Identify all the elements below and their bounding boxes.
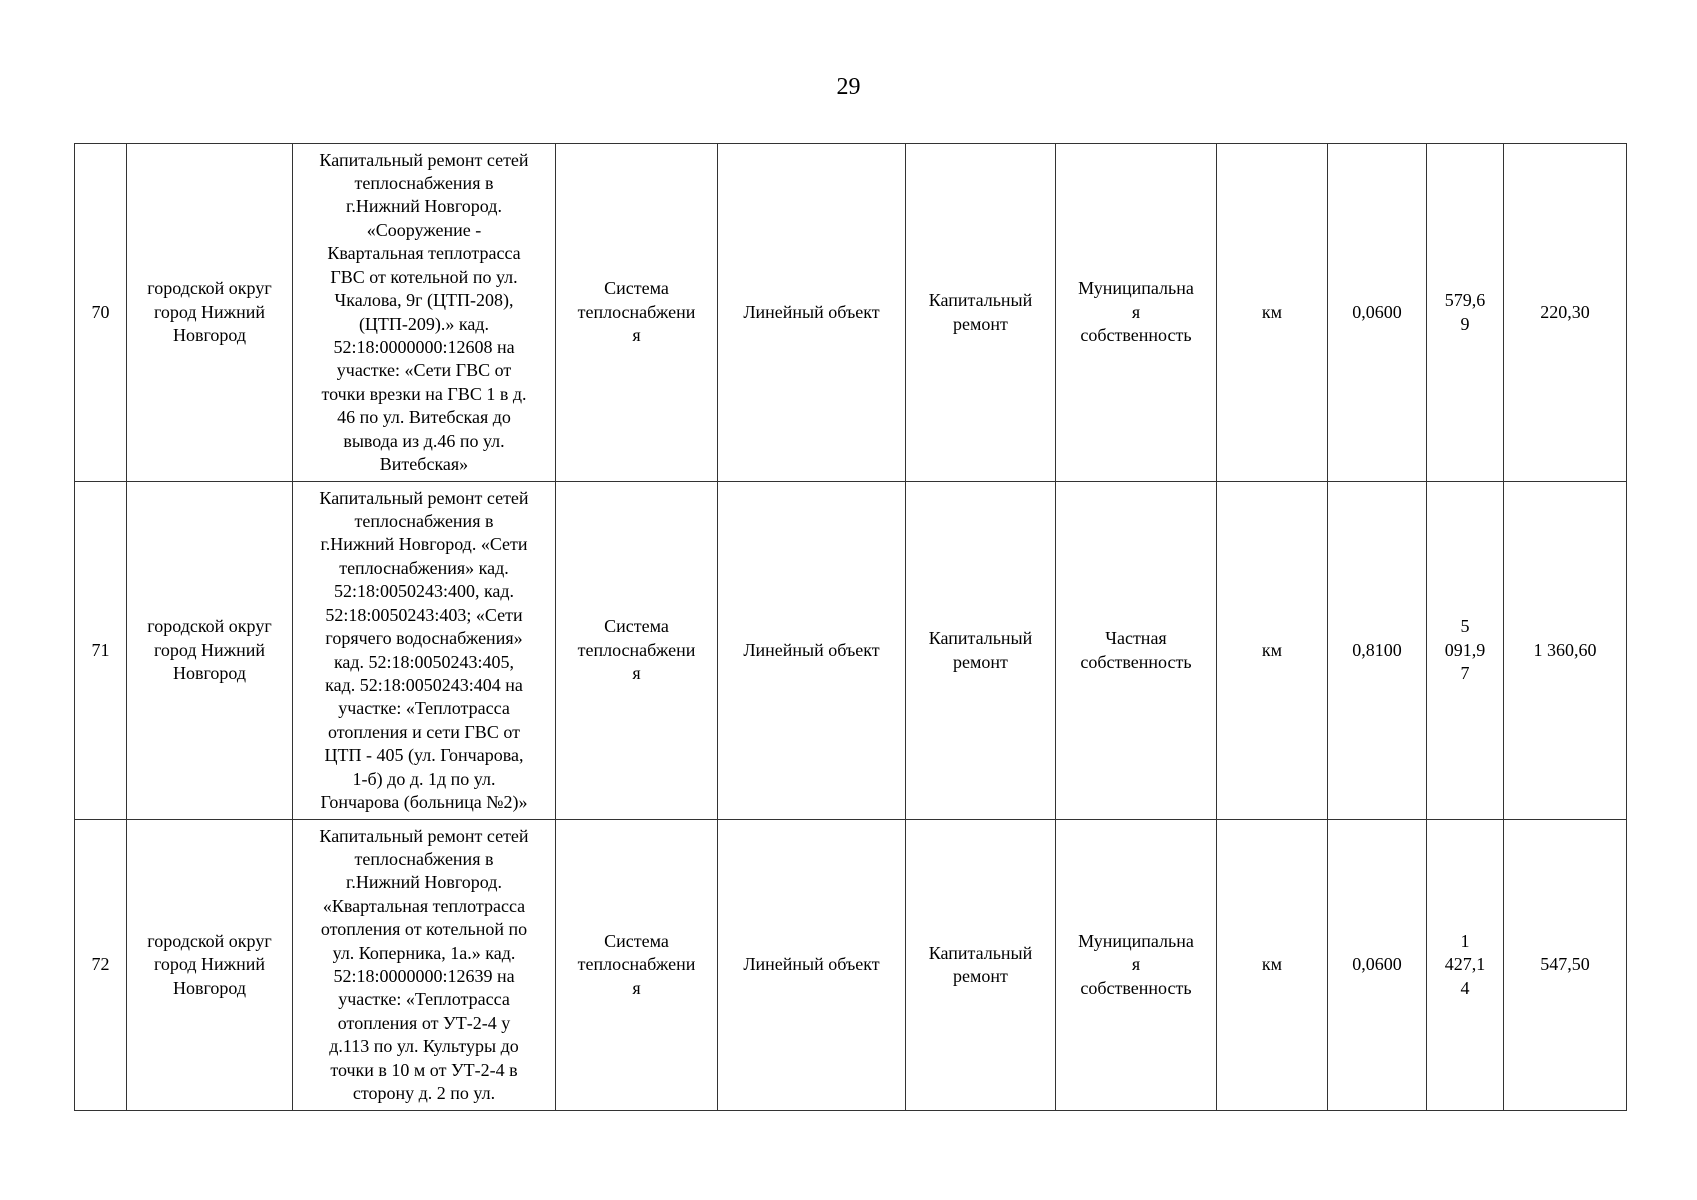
description-line: отопления от УТ-2-4 у [337,1012,511,1033]
description-line: теплоснабжения в [354,511,494,532]
municipality-line: Новгород [172,977,247,998]
row-number-cell: 70 [75,144,127,482]
description-line: отопления и сети ГВС от [328,721,520,742]
system-cell [556,144,718,482]
ownership-line: собственность [1080,325,1192,346]
description-line: Витебская» [379,453,469,474]
municipality-line: город Нижний [153,301,266,322]
system-cell [556,820,718,1111]
unit-cell: км [1217,482,1328,820]
municipality-line: городской округ [147,930,272,951]
system-line: теплоснабжени [577,954,696,975]
description-line: кад. 52:18:0050243:404 на [325,674,523,695]
total-cost-cell: 220,30 [1504,144,1627,482]
municipality-cell [127,820,293,1111]
work-type-line: ремонт [953,313,1008,334]
table-row [75,482,1627,820]
system-line: я [632,977,641,998]
description-line: Гончарова (больница №2)» [320,791,528,812]
system-line: я [632,663,641,684]
cost-per-unit-line: 5 [1460,616,1470,637]
object-type-cell: Линейный объект [718,820,906,1111]
description-line: теплоснабжения в [354,173,494,194]
description-cell [293,482,556,820]
description-line: точки в 10 м от УТ-2-4 в [330,1059,518,1080]
cost-per-unit-line: 7 [1460,663,1470,684]
system-line: я [632,325,641,346]
cost-per-unit-cell [1427,144,1504,482]
description-line: теплоснабжения в [354,848,494,869]
description-line: Капитальный ремонт сетей [319,149,529,170]
cost-per-unit-cell [1427,482,1504,820]
works-table [74,143,1627,1111]
description-line: «Сооружение - [366,219,482,240]
work-type-line: Капитальный [928,628,1033,649]
cost-per-unit-line: 427,1 [1444,954,1486,975]
description-line: Капитальный ремонт сетей [319,487,529,508]
description-line: ЦТП - 405 (ул. Гончарова, [324,745,524,766]
cost-per-unit-cell [1427,820,1504,1111]
description-line: вывода из д.46 по ул. [343,430,505,451]
description-line: д.113 по ул. Культуры до [329,1036,519,1057]
cost-per-unit-line: 091,9 [1444,639,1486,660]
description-line: 52:18:0000000:12608 на [333,336,515,357]
system-line: Система [604,930,669,951]
unit-cell: км [1217,144,1328,482]
system-line: Система [604,616,669,637]
description-line: участке: «Теплотрасса [338,698,510,719]
municipality-line: городской округ [147,616,272,637]
work-type-line: ремонт [953,966,1008,986]
total-cost-cell: 1 360,60 [1504,482,1627,820]
description-line: 52:18:0050243:403; «Сети [325,604,523,625]
ownership-line: Частная [1105,628,1167,649]
description-line: ГВС от котельной по ул. [330,266,518,287]
work-type-line: Капитальный [928,942,1033,963]
description-line: сторону д. 2 по ул. [352,1083,496,1104]
description-line: г.Нижний Новгород. [346,872,502,893]
work-type-line: ремонт [953,651,1008,672]
cost-per-unit-line: 9 [1460,313,1470,334]
system-line: Система [604,278,669,299]
municipality-line: Новгород [172,663,247,684]
row-number-cell: 72 [75,820,127,1111]
system-line: теплоснабжени [577,639,696,660]
ownership-line: я [1131,301,1141,322]
table-row [75,820,1627,1111]
length-cell: 0,0600 [1328,820,1427,1111]
description-line: ул. Коперника, 1а.» кад. [332,942,516,963]
description-line: кад. 52:18:0050243:405, [333,651,515,672]
description-line: 52:18:0050243:400, кад. [333,581,515,602]
municipality-line: Новгород [172,325,247,346]
ownership-line: собственность [1080,977,1192,998]
ownership-line: собственность [1080,651,1192,672]
work-type-line: Капитальный [928,290,1033,311]
table-row [75,144,1627,482]
cost-per-unit-line: 1 [1460,930,1470,951]
cost-per-unit-line: 4 [1460,977,1470,998]
total-cost-cell: 547,50 [1504,820,1627,1111]
description-line: участке: «Сети ГВС от [336,360,512,381]
municipality-cell [127,144,293,482]
ownership-cell [1056,144,1217,482]
unit-cell: км [1217,820,1328,1111]
table-body [75,144,1627,1111]
system-cell [556,482,718,820]
description-line: отопления от котельной по [320,919,528,940]
description-line: теплоснабжения» кад. [339,557,509,578]
ownership-cell [1056,820,1217,1111]
municipality-line: город Нижний [153,639,266,660]
work-type-cell [906,482,1056,820]
description-line: 52:18:0000000:12639 на [333,966,515,986]
work-type-cell [906,820,1056,1111]
description-cell [293,144,556,482]
description-cell [293,820,556,1111]
length-cell: 0,8100 [1328,482,1427,820]
row-number-cell: 71 [75,482,127,820]
municipality-line: городской округ [147,278,272,299]
work-type-cell [906,144,1056,482]
description-line: Квартальная теплотрасса [327,243,521,264]
description-line: (ЦТП-209).» кад. [358,313,490,334]
description-line: точки врезки на ГВС 1 в д. [321,383,527,404]
description-line: г.Нижний Новгород. [346,196,502,217]
object-type-cell: Линейный объект [718,482,906,820]
description-line: участке: «Теплотрасса [338,989,510,1010]
object-type-cell: Линейный объект [718,144,906,482]
description-line: г.Нижний Новгород. «Сети [320,534,528,555]
description-line: Чкалова, 9г (ЦТП-208), [334,290,514,311]
page-number: 29 [836,74,861,100]
description-line: горячего водоснабжения» [325,628,523,649]
length-cell: 0,0600 [1328,144,1427,482]
ownership-cell [1056,482,1217,820]
description-line: Капитальный ремонт сетей [319,825,529,846]
system-line: теплоснабжени [577,301,696,322]
description-line: 46 по ул. Витебская до [337,407,511,428]
description-line: «Квартальная теплотрасса [322,895,526,916]
description-line: 1-б) до д. 1д по ул. [352,768,496,789]
ownership-line: Муниципальна [1078,930,1194,951]
ownership-line: Муниципальна [1078,278,1194,299]
municipality-line: город Нижний [153,954,266,975]
cost-per-unit-line: 579,6 [1444,290,1486,311]
municipality-cell [127,482,293,820]
ownership-line: я [1131,954,1141,975]
